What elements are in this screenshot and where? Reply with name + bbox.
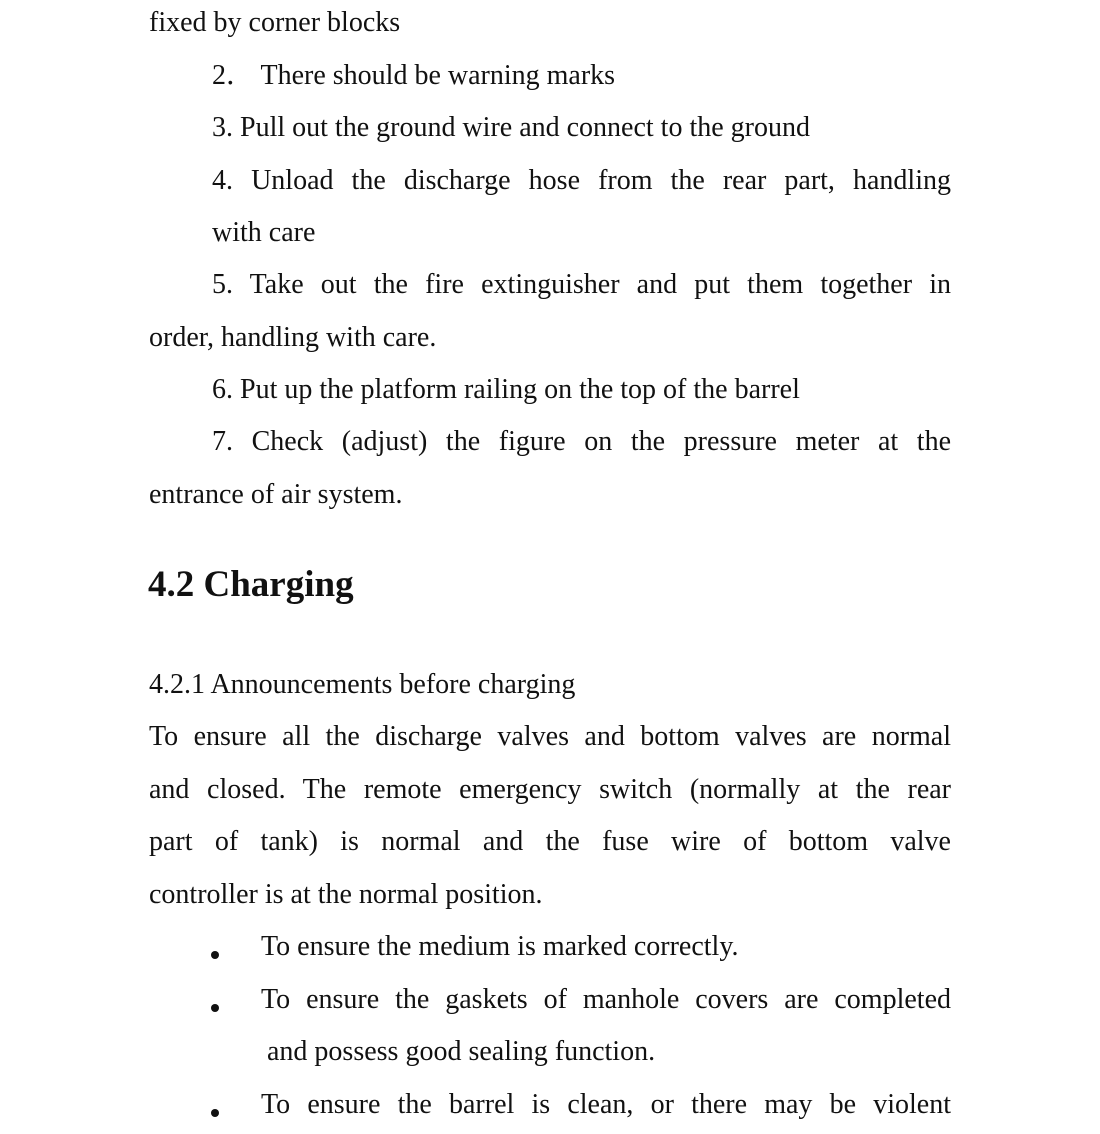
list-item-4: 4. Unload the discharge hose from the rear part, handling: [212, 165, 951, 196]
paragraph-line: To ensure all the discharge valves and bottom valves are normal: [149, 721, 951, 752]
paragraph-line: part of tank) is normal and the fuse wire of bottom valve: [149, 826, 951, 857]
list-item-5: 5. Take out the fire extinguisher and put them together in: [212, 269, 951, 300]
list-item-5-cont: order, handling with care.: [149, 322, 437, 353]
bullet-item: To ensure the barrel is clean, or there may be violent: [261, 1089, 951, 1120]
paragraph-line: controller is at the normal position.: [149, 879, 543, 910]
subsection-heading: 4.2.1 Announcements before charging: [149, 669, 576, 700]
bullet-dot: [211, 1004, 219, 1012]
bullet-item: To ensure the medium is marked correctly.: [261, 931, 739, 962]
bullet-dot: [211, 951, 219, 959]
bullet-item-cont: and possess good sealing function.: [267, 1036, 656, 1067]
list-item-3: 3. Pull out the ground wire and connect to the ground: [212, 112, 810, 143]
paragraph-line: and closed. The remote emergency switch (normally at the rear: [149, 774, 951, 805]
bullet-dot: [211, 1109, 219, 1117]
section-heading: 4.2 Charging: [148, 564, 354, 605]
bullet-item: To ensure the gaskets of manhole covers are completed: [261, 984, 951, 1015]
list-item-6: 6. Put up the platform railing on the top of the barrel: [212, 374, 800, 405]
list-item-4-cont: with care: [212, 217, 316, 248]
list-item-7: 7. Check (adjust) the figure on the pressure meter at the: [212, 426, 951, 457]
list-item-2: 2． There should be warning marks: [212, 60, 616, 91]
text-line: fixed by corner blocks: [149, 7, 401, 38]
list-item-7-cont: entrance of air system.: [149, 479, 403, 510]
